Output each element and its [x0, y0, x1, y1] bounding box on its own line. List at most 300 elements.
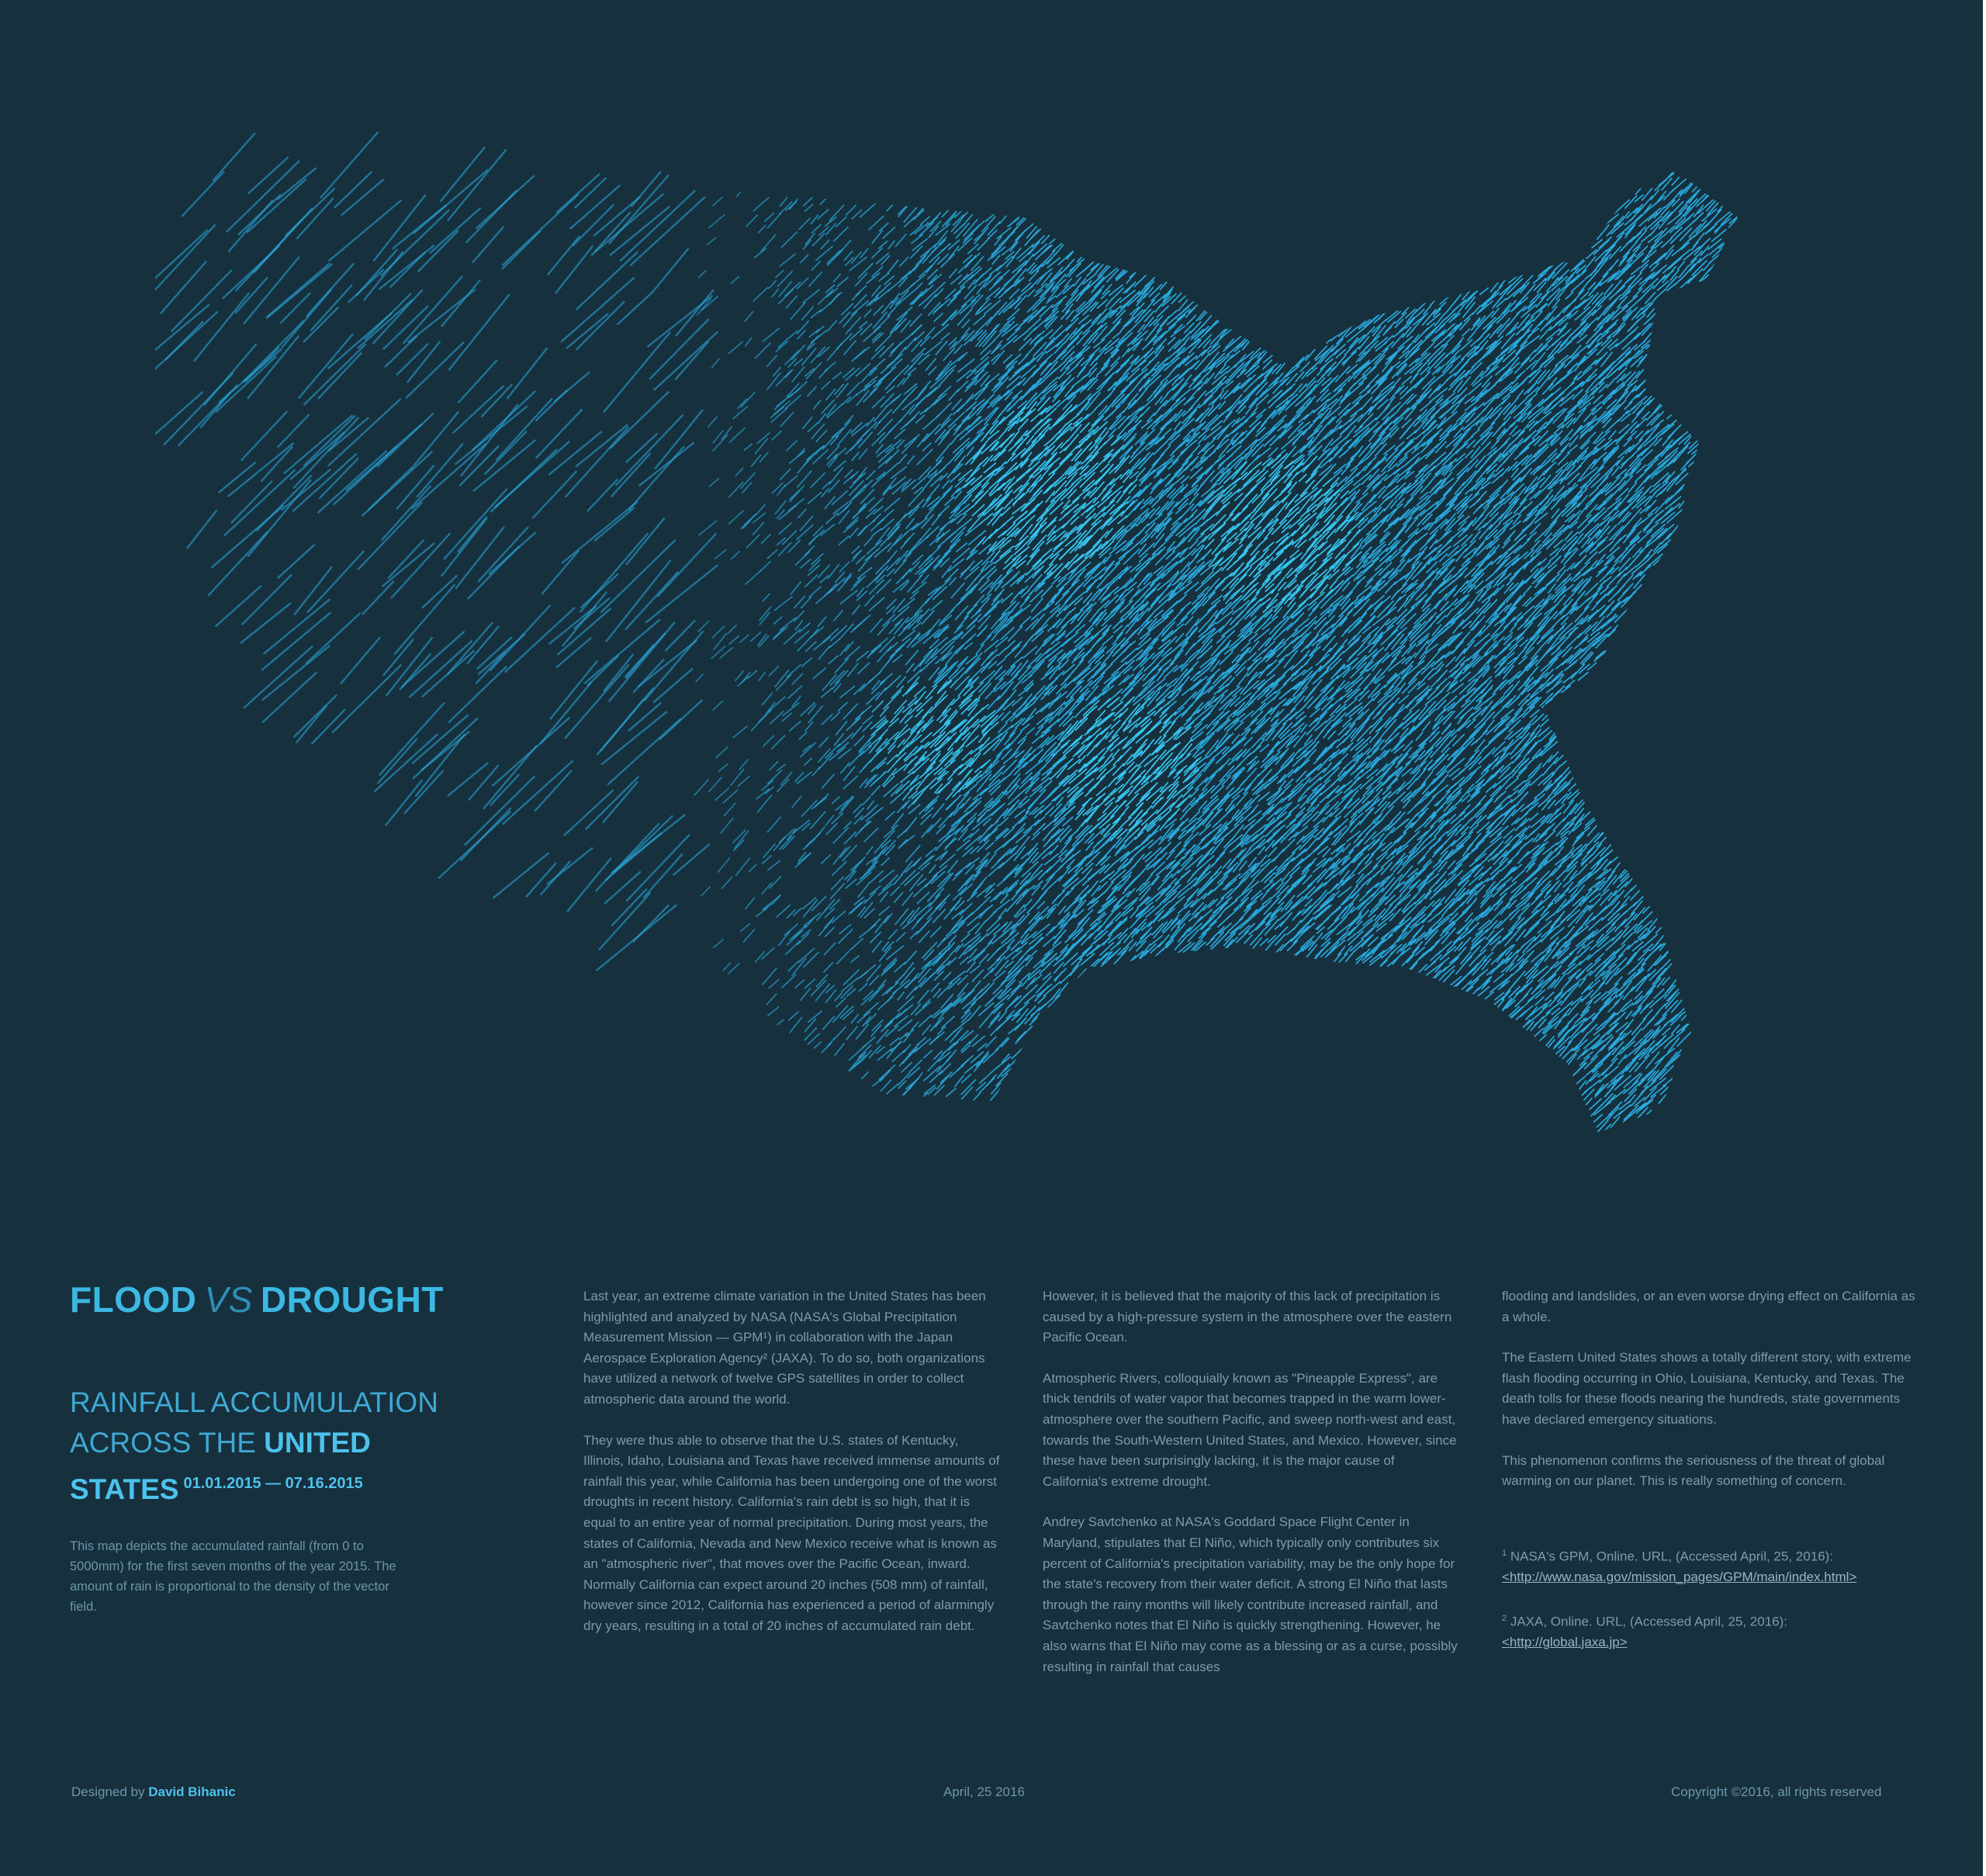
rainfall-stroke — [1427, 433, 1439, 445]
rainfall-stroke — [1597, 476, 1608, 488]
rainfall-stroke — [1597, 225, 1609, 240]
rainfall-stroke — [943, 348, 955, 362]
rainfall-stroke — [1123, 317, 1133, 327]
rainfall-stroke — [1591, 488, 1607, 501]
rainfall-stroke — [872, 230, 883, 244]
rainfall-stroke — [996, 256, 1012, 271]
rainfall-stroke — [1493, 469, 1503, 478]
rainfall-stroke — [1049, 237, 1058, 244]
rainfall-stroke — [852, 292, 860, 300]
rainfall-stroke — [943, 486, 953, 495]
rainfall-stroke — [963, 518, 972, 526]
rainfall-stroke — [709, 478, 719, 486]
rainfall-stroke — [910, 265, 918, 275]
rainfall-stroke — [1635, 474, 1643, 483]
rainfall-stroke — [1637, 357, 1645, 368]
rainfall-stroke — [1109, 491, 1120, 504]
rainfall-stroke — [753, 197, 770, 211]
rainfall-stroke — [1514, 529, 1525, 541]
rainfall-stroke — [178, 385, 238, 446]
rainfall-stroke — [1479, 288, 1489, 295]
rainfall-stroke — [1548, 583, 1555, 594]
rainfall-stroke — [910, 294, 922, 304]
rainfall-stroke — [1421, 342, 1434, 355]
rainfall-stroke — [919, 265, 932, 278]
rainfall-stroke — [839, 312, 850, 324]
rainfall-stroke — [858, 263, 874, 279]
rainfall-stroke — [1021, 282, 1031, 292]
rainfall-stroke — [541, 861, 571, 895]
rainfall-stroke — [1001, 270, 1010, 279]
rainfall-stroke — [278, 414, 310, 448]
rainfall-stroke — [1626, 556, 1638, 569]
rainfall-stroke — [386, 780, 423, 826]
rainfall-stroke — [1552, 511, 1563, 524]
rainfall-stroke — [1583, 568, 1593, 576]
rainfall-stroke — [1494, 566, 1510, 580]
rainfall-stroke — [837, 277, 849, 287]
rainfall-stroke — [1696, 192, 1713, 206]
rainfall-stroke — [1679, 497, 1688, 508]
rainfall-stroke — [759, 452, 768, 462]
rainfall-stroke — [829, 467, 843, 484]
rainfall-stroke — [856, 587, 864, 597]
rainfall-stroke — [1607, 603, 1621, 618]
rainfall-stroke — [1702, 209, 1717, 221]
rainfall-stroke — [1482, 482, 1490, 489]
rainfall-stroke — [915, 598, 929, 615]
rainfall-stroke — [1631, 424, 1638, 434]
rainfall-stroke — [1004, 499, 1014, 510]
rainfall-stroke — [977, 238, 990, 251]
rainfall-stroke — [887, 260, 898, 274]
rainfall-stroke — [155, 312, 217, 381]
rainfall-stroke — [1479, 552, 1496, 567]
rainfall-stroke — [821, 240, 829, 249]
rainfall-stroke — [967, 244, 978, 254]
rainfall-stroke — [984, 606, 997, 617]
rainfall-stroke — [836, 420, 851, 437]
rainfall-stroke — [1198, 442, 1209, 455]
rainfall-stroke — [813, 400, 821, 410]
rainfall-stroke — [638, 442, 694, 486]
rainfall-stroke — [383, 639, 413, 676]
rainfall-stroke — [840, 590, 858, 604]
rainfall-stroke — [883, 227, 895, 239]
rainfall-stroke — [1651, 263, 1659, 272]
rainfall-stroke — [860, 204, 875, 218]
rainfall-stroke — [1635, 475, 1649, 492]
rainfall-stroke — [821, 488, 829, 497]
rainfall-stroke — [155, 304, 209, 355]
rainfall-stroke — [915, 282, 922, 290]
rainfall-stroke — [800, 559, 811, 568]
rainfall-stroke — [947, 296, 957, 306]
rainfall-stroke — [1168, 459, 1179, 469]
rainfall-stroke — [1350, 408, 1361, 417]
rainfall-stroke — [864, 536, 873, 545]
rainfall-stroke — [1111, 436, 1120, 445]
rainfall-stroke — [404, 770, 443, 814]
rainfall-stroke — [797, 470, 811, 487]
rainfall-stroke — [278, 545, 315, 579]
rainfall-stroke — [1273, 493, 1282, 500]
rainfall-stroke — [303, 307, 338, 342]
rainfall-stroke — [994, 450, 1006, 461]
rainfall-stroke — [905, 543, 921, 557]
rainfall-stroke — [872, 286, 881, 297]
rainfall-stroke — [596, 823, 659, 891]
rainfall-stroke — [1022, 384, 1035, 399]
rainfall-stroke — [1281, 377, 1289, 386]
rainfall-stroke — [1276, 542, 1294, 556]
rainfall-stroke — [1086, 426, 1099, 441]
rainfall-stroke — [502, 230, 541, 268]
rainfall-stroke — [839, 536, 849, 545]
rainfall-stroke — [1604, 362, 1614, 372]
rainfall-stroke — [836, 216, 846, 227]
rainfall-stroke — [1035, 522, 1047, 535]
rainfall-stroke — [1579, 431, 1588, 439]
rainfall-stroke — [1638, 387, 1647, 398]
rainfall-stroke — [962, 320, 971, 328]
rainfall-stroke — [1120, 321, 1130, 331]
rainfall-stroke — [603, 781, 638, 822]
rainfall-stroke — [1118, 332, 1133, 347]
rainfall-stroke — [1126, 524, 1137, 531]
rainfall-stroke — [1579, 543, 1593, 555]
rainfall-stroke — [1095, 408, 1109, 422]
rainfall-stroke — [929, 226, 939, 238]
rainfall-stroke — [161, 261, 206, 314]
rainfall-stroke — [999, 208, 1013, 224]
rainfall-stroke — [1144, 310, 1154, 322]
rainfall-stroke — [941, 333, 950, 340]
rainfall-stroke — [1432, 580, 1446, 594]
rainfall-stroke — [797, 321, 808, 334]
rainfall-stroke — [958, 469, 972, 481]
rainfall-stroke — [1285, 568, 1292, 576]
rainfall-stroke — [1015, 431, 1028, 445]
rainfall-stroke — [803, 191, 819, 206]
rainfall-stroke — [1624, 402, 1633, 410]
rainfall-stroke — [1460, 339, 1472, 350]
rainfall-stroke — [284, 415, 353, 473]
rainfall-stroke — [555, 246, 593, 293]
rainfall-stroke — [1631, 268, 1640, 275]
rainfall-stroke — [1346, 459, 1355, 468]
rainfall-stroke — [992, 341, 1002, 353]
rainfall-stroke — [1233, 472, 1248, 484]
rainfall-stroke — [1124, 578, 1135, 588]
rainfall-stroke — [842, 311, 857, 327]
rainfall-stroke — [1189, 376, 1201, 388]
rainfall-stroke — [788, 331, 798, 339]
rainfall-stroke — [320, 458, 359, 498]
rainfall-stroke — [953, 286, 965, 297]
rainfall-stroke — [746, 535, 759, 548]
rainfall-stroke — [871, 475, 884, 488]
rainfall-stroke — [753, 522, 764, 535]
rainfall-stroke — [714, 549, 726, 559]
rainfall-stroke — [611, 889, 647, 926]
rainfall-stroke — [801, 348, 816, 365]
rainfall-stroke — [1354, 430, 1369, 447]
rainfall-stroke — [776, 341, 788, 352]
rainfall-stroke — [742, 483, 752, 493]
rainfall-stroke — [1215, 542, 1230, 556]
rainfall-stroke — [1375, 443, 1386, 456]
rainfall-stroke — [1015, 604, 1031, 617]
rainfall-stroke — [1619, 476, 1633, 491]
rainfall-stroke — [879, 273, 889, 282]
rainfall-stroke — [915, 415, 924, 424]
rainfall-stroke — [960, 584, 977, 600]
rainfall-stroke — [1357, 466, 1366, 476]
rainfall-stroke — [1584, 408, 1597, 422]
rainfall-stroke — [964, 285, 977, 299]
rainfall-stroke — [1475, 486, 1483, 496]
rainfall-stroke — [802, 417, 812, 429]
rainfall-stroke — [1711, 229, 1726, 241]
rainfall-stroke — [1297, 540, 1306, 549]
rainfall-stroke — [1649, 554, 1663, 566]
rainfall-stroke — [1002, 593, 1013, 603]
rainfall-stroke — [293, 417, 358, 488]
rainfall-stroke — [832, 372, 842, 379]
rainfall-stroke — [1069, 258, 1085, 271]
rainfall-stroke — [887, 201, 897, 211]
rainfall-stroke — [839, 562, 849, 573]
rainfall-stroke — [1084, 530, 1098, 545]
rainfall-stroke — [620, 190, 695, 261]
rainfall-stroke — [676, 290, 714, 337]
rainfall-stroke — [1523, 501, 1533, 511]
rainfall-stroke — [951, 499, 964, 514]
rainfall-stroke — [971, 610, 981, 618]
rainfall-stroke — [1223, 538, 1238, 552]
rainfall-stroke — [228, 443, 294, 497]
rainfall-stroke — [809, 587, 822, 598]
rainfall-stroke — [535, 390, 567, 421]
rainfall-stroke — [874, 406, 887, 422]
rainfall-stroke — [913, 209, 924, 220]
rainfall-stroke — [995, 287, 1005, 297]
rainfall-stroke — [382, 486, 431, 540]
rainfall-stroke — [1043, 485, 1052, 493]
rainfall-stroke — [977, 424, 988, 433]
rainfall-stroke — [1448, 378, 1460, 390]
rainfall-stroke — [1580, 310, 1596, 324]
rainfall-stroke — [1714, 225, 1721, 234]
rainfall-stroke — [984, 407, 997, 421]
rainfall-stroke — [986, 311, 998, 326]
rainfall-stroke — [755, 438, 768, 454]
rainfall-stroke — [1482, 292, 1500, 306]
rainfall-stroke — [1445, 298, 1458, 314]
rainfall-stroke — [1601, 320, 1618, 335]
rainfall-stroke — [562, 502, 638, 564]
rainfall-stroke — [327, 313, 392, 369]
rainfall-stroke — [1123, 549, 1140, 565]
rainfall-strokes — [694, 165, 1744, 1137]
rainfall-stroke — [1599, 237, 1612, 248]
rainfall-stroke — [1445, 537, 1452, 545]
rainfall-stroke — [846, 442, 858, 455]
rainfall-stroke — [827, 250, 840, 264]
rainfall-stroke — [1053, 458, 1067, 474]
rainfall-stroke — [780, 412, 794, 427]
rainfall-stroke — [507, 348, 548, 399]
rainfall-stroke — [856, 556, 865, 564]
rainfall-stroke — [1364, 353, 1381, 368]
rainfall-stroke — [1499, 276, 1508, 288]
rainfall-stroke — [1490, 486, 1502, 498]
rainfall-stroke — [1118, 516, 1128, 524]
rainfall-stroke — [1065, 586, 1080, 602]
rainfall-stroke — [835, 572, 845, 583]
rainfall-stroke — [1406, 430, 1417, 439]
rainfall-stroke — [164, 373, 233, 445]
rainfall-stroke — [441, 518, 487, 576]
rainfall-stroke — [1368, 457, 1377, 466]
rainfall-stroke — [934, 313, 943, 322]
rainfall-stroke — [611, 453, 651, 497]
rainfall-stroke — [1669, 490, 1681, 501]
rainfall-stroke — [971, 427, 986, 443]
rainfall-stroke — [653, 669, 693, 703]
rainfall-stroke — [922, 575, 929, 583]
rainfall-stroke — [422, 650, 475, 697]
rainfall-stroke — [647, 296, 712, 347]
rainfall-stroke — [914, 255, 927, 272]
rainfall-stroke — [808, 335, 819, 348]
rainfall-stroke — [950, 434, 959, 445]
rainfall-stroke — [977, 401, 988, 416]
rainfall-stroke — [628, 703, 661, 731]
rainfall-stroke — [1393, 408, 1409, 424]
rainfall-stroke — [877, 371, 891, 386]
rainfall-stroke — [1510, 438, 1524, 453]
rainfall-stroke — [1384, 500, 1393, 511]
rainfall-stroke — [155, 392, 203, 451]
rainfall-stroke — [1155, 304, 1162, 313]
rainfall-stroke — [1263, 542, 1274, 552]
rainfall-stroke — [970, 577, 983, 594]
rainfall-stroke — [1184, 323, 1194, 334]
rainfall-stroke — [818, 617, 826, 627]
rainfall-stroke — [1391, 590, 1399, 600]
rainfall-stroke — [809, 536, 818, 546]
rainfall-stroke — [728, 511, 744, 524]
rainfall-stroke — [1374, 497, 1389, 513]
rainfall-stroke — [822, 381, 831, 389]
rainfall-stroke — [1029, 541, 1044, 557]
rainfall-stroke — [1154, 412, 1167, 423]
rainfall-stroke — [1275, 502, 1287, 518]
rainfall-stroke — [852, 485, 866, 500]
rainfall-stroke — [1300, 362, 1310, 372]
rainfall-stroke — [1122, 348, 1130, 357]
rainfall-stroke — [885, 378, 896, 390]
rainfall-stroke — [1394, 576, 1405, 584]
rainfall-stroke — [1371, 355, 1386, 372]
rainfall-stroke — [829, 205, 844, 221]
rainfall-stroke — [904, 434, 919, 447]
rainfall-stroke — [379, 703, 445, 776]
rainfall-stroke — [1602, 390, 1614, 403]
rainfall-stroke — [816, 326, 825, 333]
rainfall-stroke — [329, 200, 402, 261]
rainfall-stroke — [1241, 514, 1250, 522]
rainfall-stroke — [1503, 417, 1510, 426]
rainfall-stroke — [304, 344, 366, 405]
rainfall-stroke — [938, 505, 950, 516]
rainfall-stroke — [1639, 218, 1649, 227]
rainfall-stroke — [1533, 311, 1542, 322]
rainfall-stroke — [891, 466, 907, 479]
rainfall-stroke — [438, 812, 510, 878]
rainfall-stroke — [767, 549, 778, 559]
rainfall-stroke — [927, 546, 940, 560]
rainfall-stroke — [1728, 216, 1739, 228]
rainfall-stroke — [901, 538, 910, 549]
rainfall-stroke — [1528, 382, 1537, 394]
rainfall-stroke — [777, 538, 785, 545]
rainfall-stroke — [1572, 489, 1588, 504]
rainfall-stroke — [763, 328, 780, 342]
rainfall-stroke — [833, 274, 840, 282]
rainfall-stroke — [374, 734, 438, 792]
rainfall-stroke — [755, 343, 770, 359]
rainfall-stroke — [801, 306, 813, 320]
rainfall-stroke — [1297, 576, 1309, 590]
rainfall-stroke — [540, 683, 591, 744]
rainfall-stroke — [1534, 444, 1548, 458]
rainfall-stroke — [731, 551, 740, 559]
rainfall-stroke — [1510, 297, 1528, 312]
rainfall-stroke — [922, 473, 936, 490]
rainfall-stroke — [846, 205, 856, 216]
rainfall-stroke — [1141, 420, 1152, 429]
rainfall-stroke — [1472, 429, 1480, 437]
rainfall-stroke — [1607, 222, 1621, 236]
rainfall-stroke — [939, 518, 954, 530]
rainfall-stroke — [797, 524, 814, 540]
rainfall-stroke — [1543, 465, 1553, 476]
rainfall-stroke — [950, 472, 961, 483]
rainfall-stroke — [901, 284, 915, 296]
rainfall-stroke — [187, 511, 217, 549]
rainfall-stroke — [1055, 416, 1064, 425]
rainfall-stroke — [1512, 374, 1521, 384]
rainfall-stroke — [1603, 266, 1613, 277]
rainfall-stroke — [1172, 537, 1185, 552]
rainfall-stroke — [949, 269, 957, 279]
rainfall-stroke — [1202, 504, 1215, 519]
rainfall-stroke — [277, 168, 317, 199]
rainfall-stroke — [780, 618, 797, 631]
rainfall-stroke — [430, 208, 481, 254]
rainfall-stroke — [1141, 472, 1150, 483]
rainfall-stroke — [1353, 607, 1362, 616]
rainfall-stroke — [1594, 314, 1610, 331]
rainfall-stroke — [953, 438, 970, 453]
rainfall-stroke — [478, 527, 528, 582]
rainfall-stroke — [1120, 295, 1137, 309]
rainfall-stroke — [1063, 580, 1080, 595]
rainfall-stroke — [1718, 203, 1726, 212]
